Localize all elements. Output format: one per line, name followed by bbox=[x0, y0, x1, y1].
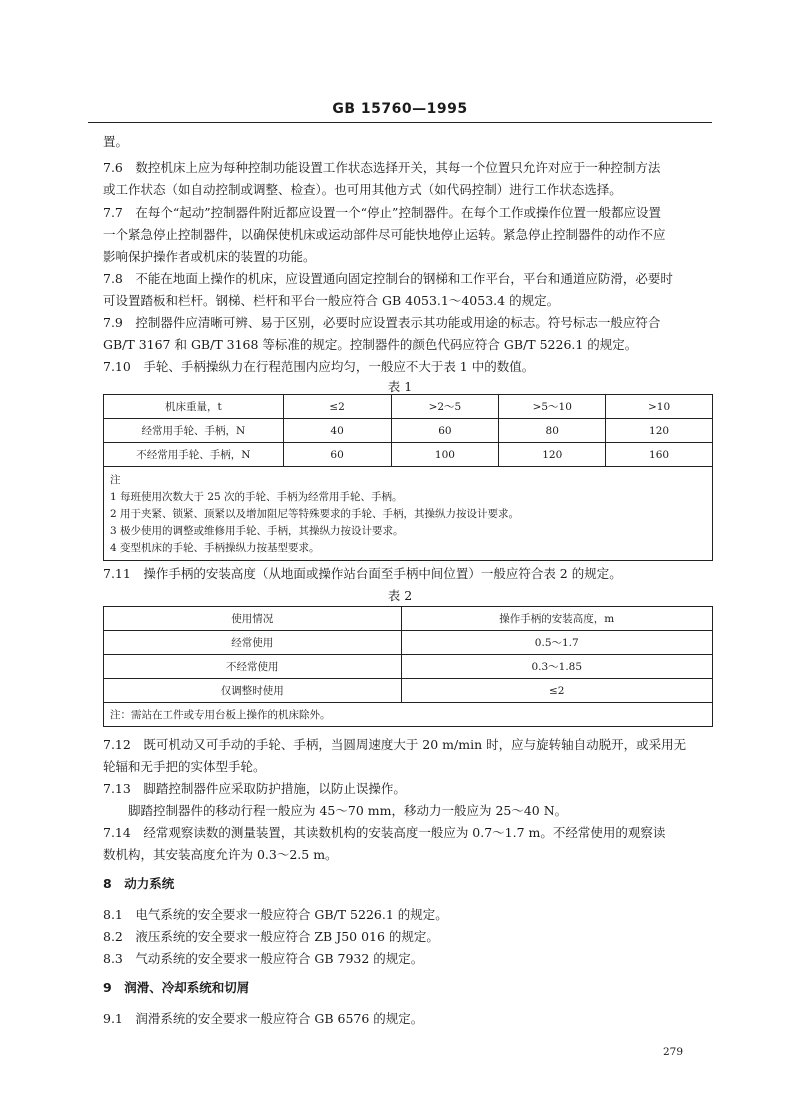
clause-7-9-line2: GB/T 3167 和 GB/T 3168 等标准的规定。控制器件的颜色代码应符合 GB/T 5226.1 的规定。 bbox=[103, 337, 638, 352]
table1-header-cell: >5～10 bbox=[499, 395, 606, 419]
table2-note-row bbox=[104, 703, 713, 727]
clause-8-2: 8.2 液压系统的安全要求一般应符合 ZB J50 016 的规定。 bbox=[103, 929, 439, 944]
table1-cell: 60 bbox=[283, 443, 391, 467]
table2-note: 注：需站在工件或专用台板上操作的机床除外。 bbox=[104, 703, 713, 727]
table1-header-cell: >10 bbox=[606, 395, 713, 419]
clause-7-7-line3: 影响保护操作者或机床的装置的功能。 bbox=[103, 249, 316, 264]
table1-row bbox=[104, 419, 713, 443]
table1-cell: 不经常用手轮、手柄，N bbox=[104, 443, 284, 467]
header-rule bbox=[88, 122, 712, 123]
table1-header-cell: >2～5 bbox=[391, 395, 499, 419]
table1-cell: 120 bbox=[606, 419, 713, 443]
clause-7-8-line1: 7.8 不能在地面上操作的机床，应设置通向固定控制台的钢梯和工作平台，平台和通道应防滑，必要时 bbox=[103, 271, 673, 286]
table1-note: 2 用于夹紧、锁紧、顶紧以及增加阻尼等特殊要求的手轮、手柄，其操纵力按设计要求。 bbox=[104, 505, 713, 522]
table1-note: 4 变型机床的手轮、手柄操纵力按基型要求。 bbox=[104, 539, 713, 561]
table1-note: 3 极少使用的调整或维修用手轮、手柄，其操纵力按设计要求。 bbox=[104, 522, 713, 539]
section-9-heading: 9 润滑、冷却系统和切屑 bbox=[103, 980, 250, 995]
clause-7-8-line2: 可设置踏板和栏杆。钢梯、栏杆和平台一般应符合 GB 4053.1～4053.4 的规定。 bbox=[103, 293, 560, 308]
clause-7-9-line1: 7.9 控制器件应清晰可辨、易于区别，必要时应设置表示其功能或用途的标志。符号标志一般应符合 bbox=[103, 315, 661, 330]
table2-cell: 0.5～1.7 bbox=[401, 631, 713, 655]
table2-cell: 仅调整时使用 bbox=[104, 679, 402, 703]
clause-8-1: 8.1 电气系统的安全要求一般应符合 GB/T 5226.1 的规定。 bbox=[103, 907, 448, 922]
table1-cell: 经常用手轮、手柄，N bbox=[104, 419, 284, 443]
table1-note-label: 注 bbox=[104, 467, 713, 489]
table2-header-row bbox=[104, 607, 713, 631]
clause-7-14-line2: 数机构，其安装高度允许为 0.3～2.5 m。 bbox=[103, 847, 338, 862]
table1 bbox=[103, 394, 713, 561]
table1-cell: 80 bbox=[499, 419, 606, 443]
section-8-heading: 8 动力系统 bbox=[103, 876, 175, 891]
table1-note-row bbox=[104, 539, 713, 561]
clause-7-6-line1: 7.6 数控机床上应为每种控制功能设置工作状态选择开关，其每一个位置只允许对应于一种控制方法 bbox=[103, 160, 661, 175]
clause-7-14-line1: 7.14 经常观察读数的测量装置，其读数机构的安装高度一般应为 0.7～1.7 m。不经常使用的观察读 bbox=[103, 825, 666, 840]
table1-cell: 100 bbox=[391, 443, 499, 467]
clause-9-1: 9.1 润滑系统的安全要求一般应符合 GB 6576 的规定。 bbox=[103, 1011, 424, 1026]
table2-row bbox=[104, 679, 713, 703]
table2-header-cell: 操作手柄的安装高度，m bbox=[401, 607, 713, 631]
paragraph-continuation: 置。 bbox=[103, 134, 129, 149]
clause-7-6-line2: 或工作状态（如自动控制或调整、检查）。也可用其他方式（如代码控制）进行工作状态选择。 bbox=[103, 182, 622, 197]
table2-row bbox=[104, 655, 713, 679]
clause-7-12-line1: 7.12 既可机动又可手动的手轮、手柄，当圆周速度大于 20 m/min 时，应与旋转轴自动脱开，或采用无 bbox=[103, 737, 687, 752]
clause-7-13-line1: 7.13 脚踏控制器件应采取防护措施，以防止误操作。 bbox=[103, 781, 406, 796]
table1-cell: 120 bbox=[499, 443, 606, 467]
table1-note-row bbox=[104, 467, 713, 489]
table2-header-cell: 使用情况 bbox=[104, 607, 402, 631]
table2-cell: ≤2 bbox=[401, 679, 713, 703]
table1-row bbox=[104, 443, 713, 467]
table2-row bbox=[104, 631, 713, 655]
clause-7-12-line2: 轮辐和无手把的实体型手轮。 bbox=[103, 759, 266, 774]
table1-note: 1 每班使用次数大于 25 次的手轮、手柄为经常用手轮、手柄。 bbox=[104, 488, 713, 505]
table1-header-row bbox=[104, 395, 713, 419]
table2-cell: 0.3～1.85 bbox=[401, 655, 713, 679]
table2-caption: 表 2 bbox=[387, 588, 413, 603]
clause-8-3: 8.3 气动系统的安全要求一般应符合 GB 7932 的规定。 bbox=[103, 951, 424, 966]
clause-7-10: 7.10 手轮、手柄操纵力在行程范围内应均匀，一般应不大于表 1 中的数值。 bbox=[103, 359, 535, 374]
table2-cell: 经常使用 bbox=[104, 631, 402, 655]
clause-7-11: 7.11 操作手柄的安装高度（从地面或操作站台面至手柄中间位置）一般应符合表 2 的规定。 bbox=[103, 566, 622, 581]
table2-cell: 不经常使用 bbox=[104, 655, 402, 679]
table2 bbox=[103, 606, 713, 727]
table1-header-cell: 机床重量，t bbox=[104, 395, 284, 419]
table1-cell: 160 bbox=[606, 443, 713, 467]
table1-cell: 40 bbox=[283, 419, 391, 443]
clause-7-13-line2: 脚踏控制器件的移动行程一般应为 45～70 mm，移动力一般应为 25～40 N。 bbox=[128, 803, 568, 818]
page-header: GB 15760—1995 bbox=[332, 101, 468, 117]
clause-7-7-line1: 7.7 在每个“起动”控制器件附近都应设置一个“停止”控制器件。在每个工作或操作位置一般都应设置 bbox=[103, 205, 661, 220]
table1-note-row bbox=[104, 505, 713, 522]
table1-note-row bbox=[104, 522, 713, 539]
table1-header-cell: ≤2 bbox=[283, 395, 391, 419]
clause-7-7-line2: 一个紧急停止控制器件，以确保使机床或运动部件尽可能快地停止运转。紧急停止控制器件的动作不应 bbox=[103, 227, 666, 242]
table1-caption: 表 1 bbox=[387, 379, 413, 394]
page-number: 279 bbox=[663, 1046, 684, 1058]
table1-note-row bbox=[104, 488, 713, 505]
table1-cell: 60 bbox=[391, 419, 499, 443]
